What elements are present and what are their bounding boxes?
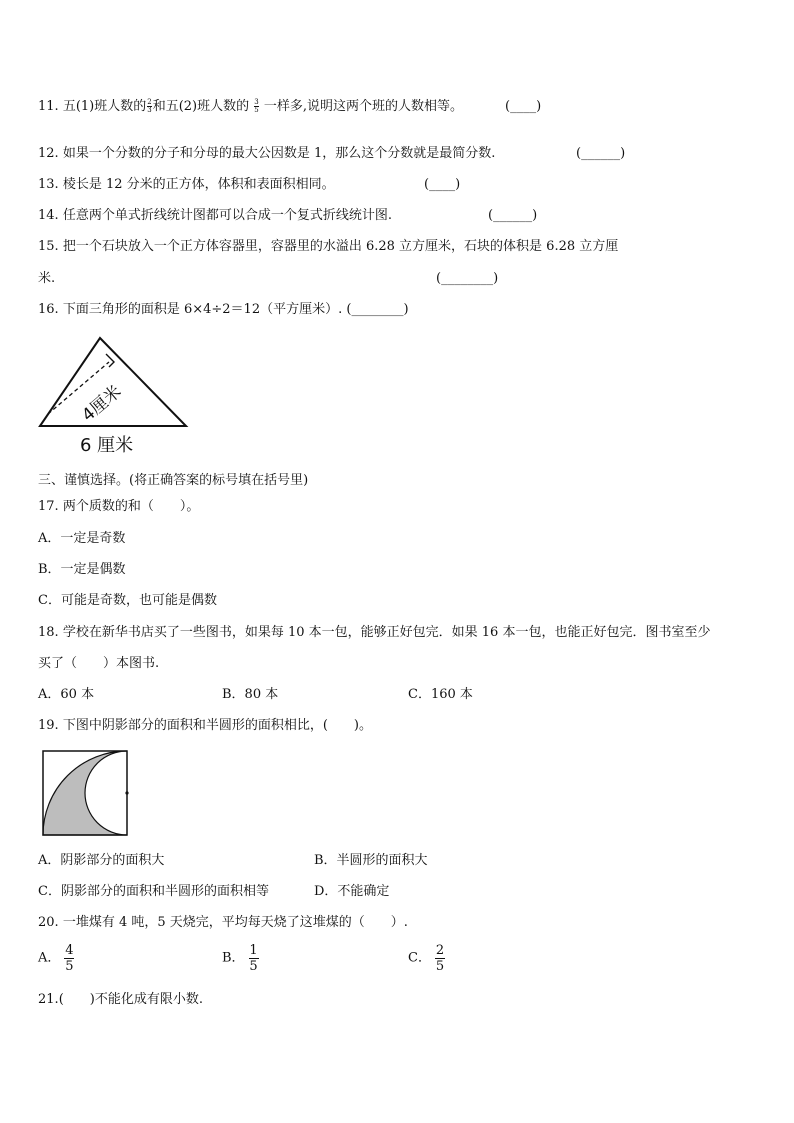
answer-blank-16[interactable]: (________) (346, 302, 409, 317)
question-15: 15. 把一个石块放入一个正方体容器里，容器里的水溢出 6.28 立方厘米，石块的体积是 6.28 立方厘 (38, 239, 619, 254)
triangle-shape (40, 338, 186, 426)
answer-blank-11[interactable]: (____) (505, 99, 542, 114)
fraction-three-fifths: $\frac{3}{5}$ (254, 98, 259, 114)
option-20-c[interactable]: C． $\frac{2}{5}$ (408, 943, 445, 974)
question-16: 16. 下面三角形的面积是 6×4÷2＝12（平方厘米）. (________) (38, 302, 409, 317)
answer-blank-12[interactable]: (______) (576, 146, 626, 161)
option-19-c[interactable]: C．阴影部分的面积和半圆形的面积相等 (38, 884, 269, 899)
triangle-figure (36, 334, 196, 458)
question-14: 14. 任意两个单式折线统计图都可以合成一个复式折线统计图. (38, 208, 392, 223)
fraction-two-thirds: $\frac{2}{3}$ (147, 98, 152, 114)
triangle-base-label: 6 厘米 (80, 435, 134, 456)
question-11: 11. 五(1)班人数的 $\frac{2}{3}$ 和五(2)班人数的 $\frac{3}{5}$ 一样多,说明这两个班的人数相等。 (38, 98, 464, 114)
option-19-b[interactable]: B．半圆形的面积大 (314, 853, 428, 868)
option-19-a[interactable]: A．阴影部分的面积大 (38, 853, 165, 868)
question-15-cont: 米. (38, 271, 56, 286)
answer-blank-13[interactable]: (____) (424, 177, 461, 192)
question-18: 18. 学校在新华书店买了一些图书，如果每 10 本一包，能够正好包完．如果 16 本一包，也能正好包完．图书室至少 (38, 625, 711, 640)
question-19: 19. 下图中阴影部分的面积和半圆形的面积相比，( )。 (38, 718, 372, 733)
question-13: 13. 棱长是 12 分米的正方体，体积和表面积相同。 (38, 177, 335, 192)
option-19-d[interactable]: D．不能确定 (314, 884, 390, 899)
right-angle-mark (106, 354, 114, 367)
option-20-a[interactable]: A． $\frac{4}{5}$ (38, 943, 74, 974)
option-17-a[interactable]: A．一定是奇数 (38, 531, 126, 546)
center-dot (125, 791, 128, 794)
option-18-b[interactable]: B．80 本 (222, 687, 279, 702)
answer-blank-15[interactable]: (________) (436, 271, 499, 286)
semicircle-figure (42, 750, 132, 840)
answer-blank-14[interactable]: (______) (488, 208, 538, 223)
option-20-b[interactable]: B． $\frac{1}{5}$ (222, 943, 258, 974)
option-17-c[interactable]: C．可能是奇数，也可能是偶数 (38, 593, 217, 608)
triangle-height-label: 4厘米 (78, 381, 126, 426)
question-21: 21.( )不能化成有限小数. (38, 992, 203, 1007)
shaded-region (43, 751, 127, 835)
question-18-cont: 买了（ ）本图书. (38, 656, 160, 671)
question-12: 12. 如果一个分数的分子和分母的最大公因数是 1，那么这个分数就是最简分数. (38, 146, 496, 161)
question-20: 20. 一堆煤有 4 吨，5 天烧完，平均每天烧了这堆煤的（ ）. (38, 915, 408, 930)
option-18-a[interactable]: A．60 本 (38, 687, 95, 702)
option-17-b[interactable]: B．一定是偶数 (38, 562, 126, 577)
section-3-title: 三、谨慎选择。(将正确答案的标号填在括号里) (38, 473, 309, 488)
question-17: 17. 两个质数的和（ ）。 (38, 499, 200, 514)
option-18-c[interactable]: C．160 本 (408, 687, 473, 702)
